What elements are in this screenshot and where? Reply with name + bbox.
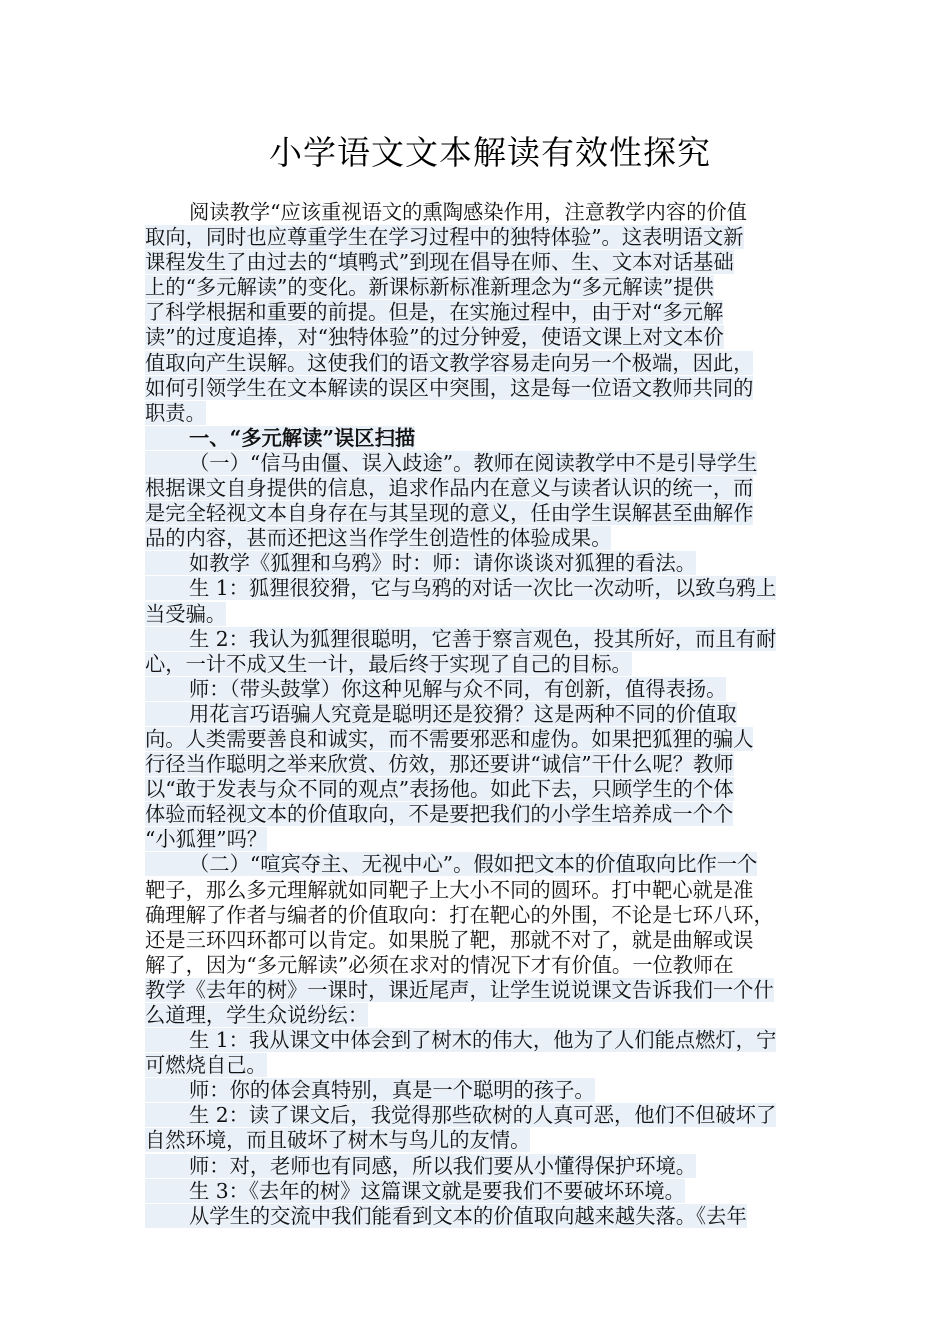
line-text: 读”的过度追捧，对“独特体验”的过分钟爱，使语文课上对文本价 (145, 325, 724, 350)
text-line (145, 1128, 813, 1153)
text-line (145, 702, 813, 727)
text-line (145, 551, 813, 576)
text-line (145, 351, 813, 376)
line-text: 根据课文自身提供的信息，追求作品内在意义与读者认识的统一，而 (145, 476, 754, 501)
line-text: 向。人类需要善良和诚实，而不需要邪恶和虚伪。如果把狐狸的骗人 (145, 726, 754, 751)
line-text: 品的内容，甚而还把这当作学生创造性的体验成果。 (145, 526, 612, 551)
text-line (145, 1028, 813, 1053)
text-line (145, 300, 813, 325)
text-line (145, 1053, 813, 1078)
line-text: 是完全轻视文本自身存在与其呈现的意义，任由学生误解甚至曲解作 (145, 501, 754, 526)
line-text: 解了，因为“多元解读”必须在求对的情况下才有价值。一位教师在 (145, 952, 734, 977)
line-text: 值取向产生误解。这使我们的语文教学容易走向另一个极端，因此， (145, 350, 754, 375)
line-text: 阅读教学“应该重视语文的熏陶感染作用，注意教学内容的价值 (189, 200, 747, 224)
text-line (145, 903, 813, 928)
line-text: 师：你的体会真特别，真是一个聪明的孩子。 (145, 1078, 595, 1102)
text-line (145, 275, 813, 300)
line-text: 一、“多元解读”误区扫描 (145, 426, 415, 450)
line-text: 生 2：读了课文后，我觉得那些砍树的人真可恶，他们不但破坏了 (145, 1103, 776, 1127)
text-line (145, 1179, 813, 1204)
line-text: 行径当作聪明之举来欣赏、仿效，那还要讲“诚信”干什么呢？教师 (145, 752, 734, 777)
text-line (145, 878, 813, 903)
text-line (145, 501, 813, 526)
text-line (145, 526, 813, 551)
text-line (145, 627, 813, 652)
line-text: 生 1：我从课文中体会到了树木的伟大，他为了人们能点燃灯，宁 (145, 1028, 776, 1052)
line-text: 取向，同时也应尊重学生在学习过程中的独特体验”。这表明语文新 (145, 225, 744, 250)
text-line (145, 652, 813, 677)
document-title: 小学语文文本解读有效性探究 (269, 133, 711, 172)
line-text: 自然环境，而且破坏了树木与鸟儿的友情。 (145, 1128, 531, 1153)
line-text: 生 1：狐狸很狡猾，它与乌鸦的对话一次比一次动听，以致乌鸦上 (145, 576, 776, 600)
line-text: 当受骗。 (145, 601, 227, 626)
line-text: 靶子，那么多元理解就如同靶子上大小不同的圆环。打中靶心就是准 (145, 877, 754, 902)
text-line (145, 401, 813, 426)
line-text: 如教学《狐狸和乌鸦》时：师：请你谈谈对狐狸的看法。 (145, 551, 696, 575)
line-text: “小狐狸”吗？ (145, 827, 268, 852)
line-text: 课程发生了由过去的“填鸭式”到现在倡导在师、生、文本对话基础 (145, 250, 734, 275)
line-text: 确理解了作者与编者的价值取向：打在靶心的外围，不论是七环八环， (145, 902, 774, 927)
line-text: 以“敢于发表与众不同的观点”表扬他。如此下去，只顾学生的个体 (145, 777, 734, 802)
line-text: 如何引领学生在文本解读的误区中突围，这是每一位语文教师共同的 (145, 375, 754, 400)
text-line (145, 376, 813, 401)
text-line (145, 1154, 813, 1179)
line-text: 从学生的交流中我们能看到文本的价值取向越来越失落。《去年 (145, 1204, 747, 1228)
text-line (145, 752, 813, 777)
text-line (145, 978, 813, 1003)
line-text: （二）“喧宾夺主、无视中心”。假如把文本的价值取向比作一个 (145, 852, 757, 876)
line-text: 上的“多元解读”的变化。新课标新标准新理念为“多元解读”提供 (145, 275, 714, 300)
line-text: 职责。 (145, 400, 206, 425)
text-line (145, 727, 813, 752)
text-line (145, 1204, 813, 1229)
text-line (145, 928, 813, 953)
text-line (145, 677, 813, 702)
section-heading (145, 426, 813, 451)
line-text: 生 3：《去年的树》这篇课文就是要我们不要破坏环境。 (145, 1179, 685, 1203)
line-text: 还是三环四环都可以肯定。如果脱了靶，那就不对了，就是曲解或误 (145, 927, 754, 952)
line-text: 可燃烧自己。 (145, 1053, 267, 1078)
text-line (145, 325, 813, 350)
text-line (145, 1078, 813, 1103)
line-text: 了科学根据和重要的前提。但是，在实施过程中，由于对“多元解 (145, 300, 724, 325)
text-line (145, 451, 813, 476)
line-text: 生 2：我认为狐狸很聪明，它善于察言观色，投其所好，而且有耐 (145, 627, 776, 651)
text-line (145, 1003, 813, 1028)
text-line (145, 576, 813, 601)
line-text: 心，一计不成又生一计，最后终于实现了自己的目标。 (145, 651, 632, 676)
line-text: 师：对，老师也有同感，所以我们要从小懂得保护环境。 (145, 1154, 696, 1178)
text-line (145, 602, 813, 627)
text-line (145, 852, 813, 877)
line-text: 体验而轻视文本的价值取向，不是要把我们的小学生培养成一个个 (145, 802, 734, 827)
line-text: （一）“信马由僵、误入歧途”。教师在阅读教学中不是引导学生 (145, 451, 757, 475)
text-line (145, 953, 813, 978)
text-line (145, 476, 813, 501)
line-text: 师：（带头鼓掌）你这种见解与众不同，有创新，值得表扬。 (145, 677, 726, 701)
text-line (145, 802, 813, 827)
line-text: 教学《去年的树》一课时，课近尾声，让学生说说课文告诉我们一个什 (145, 977, 774, 1002)
line-text: 么道理，学生众说纷纭： (145, 1003, 369, 1027)
text-line (145, 1103, 813, 1128)
text-line (145, 250, 813, 275)
text-line (145, 200, 813, 225)
document-body (145, 200, 813, 1229)
line-text: 用花言巧语骗人究竟是聪明还是狡猾？这是两种不同的价值取 (145, 702, 737, 726)
text-line (145, 225, 813, 250)
text-line (145, 827, 813, 852)
text-line (145, 777, 813, 802)
